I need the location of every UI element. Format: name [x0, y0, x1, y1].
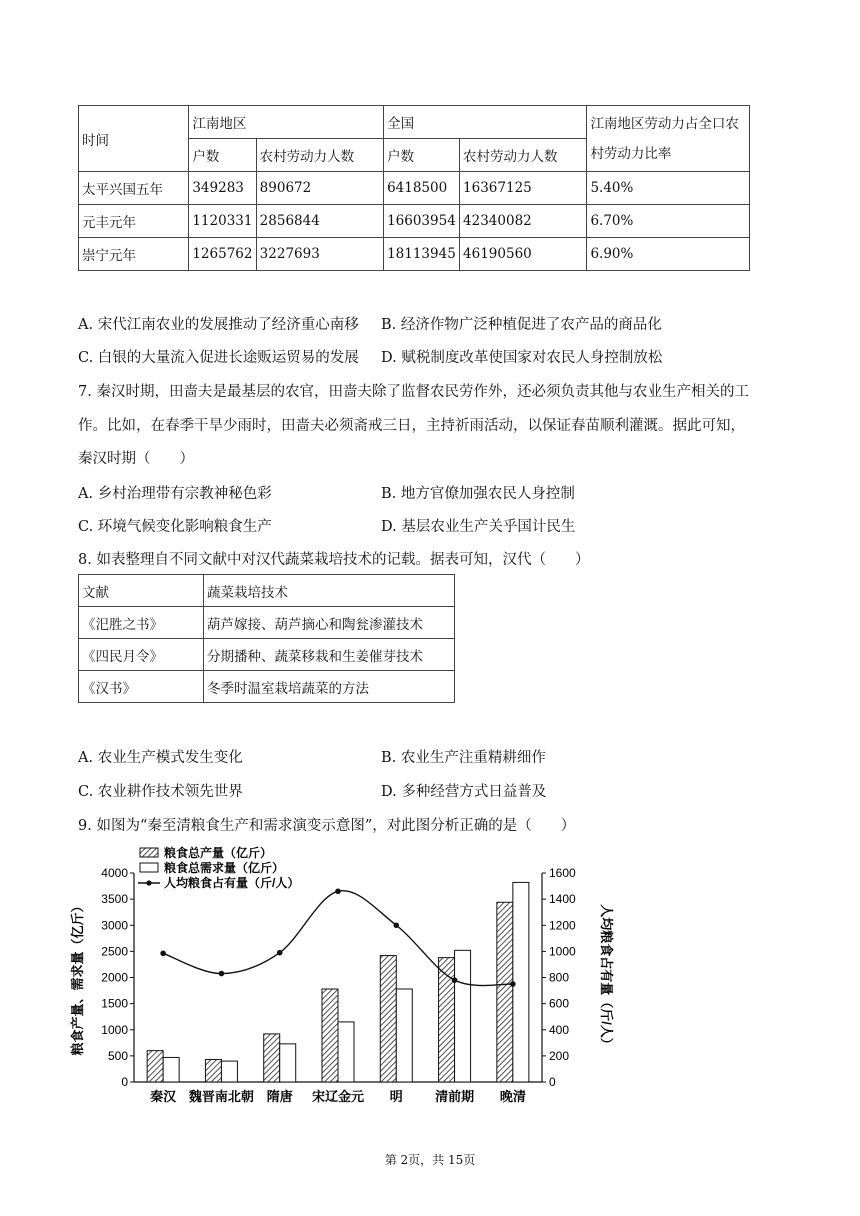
y-tick-label-left: 0: [121, 1075, 128, 1089]
table-row: [79, 205, 750, 238]
cell: 3227693: [256, 238, 383, 271]
point-per-capita: [219, 971, 225, 977]
subheader-labor: 农村劳动力人数: [256, 139, 383, 172]
q6-option-d[interactable]: D. 赋税制度改革使国家对农民人身控制放松: [381, 350, 663, 366]
table-row: [79, 607, 455, 639]
q6-option-c[interactable]: C. 白银的大量流入促进长途贩运贸易的发展: [78, 350, 359, 366]
cell: 349283: [189, 172, 256, 205]
header-ratio: 江南地区劳动力占全口农村劳动力比率: [587, 106, 750, 172]
q7-option-b[interactable]: B. 地方官僚加强农民人身控制: [381, 486, 575, 502]
cell: 6.90%: [587, 238, 750, 271]
point-per-capita: [335, 888, 341, 894]
table-header-row: [79, 106, 750, 139]
y-tick-label-right: 1000: [549, 944, 576, 959]
cell: 分期播种、蔬菜移栽和生姜催芽技术: [204, 639, 455, 671]
y-tick-label-left: 2000: [101, 970, 128, 985]
subheader-households: 户数: [384, 139, 460, 172]
bar-production: [497, 902, 513, 1082]
grain-chart: [70, 838, 630, 1108]
bar-production: [380, 956, 396, 1082]
point-per-capita: [452, 977, 458, 983]
subheader-labor: 农村劳动力人数: [460, 139, 587, 172]
table-labor-ratio: [78, 105, 750, 271]
cell: 16603954: [384, 205, 460, 238]
header-national: 全国: [384, 106, 587, 139]
y-tick-label-left: 3000: [101, 918, 128, 933]
cell: 6418500: [384, 172, 460, 205]
y-tick-label-right: 0: [549, 1075, 556, 1089]
point-per-capita: [277, 950, 283, 956]
x-tick-label: 明: [389, 1089, 403, 1104]
y-tick-label-right: 800: [549, 970, 570, 985]
legend-label-production: 粮食总产量（亿斤）: [164, 846, 273, 860]
q8-option-c[interactable]: C. 农业耕作技术领先世界: [78, 784, 243, 800]
table-row: [79, 238, 750, 271]
table-vegetable-tech: [78, 574, 455, 703]
cell: 5.40%: [587, 172, 750, 205]
q7-stem-line1: 7. 秦汉时期，田啬夫是最基层的农官，田啬夫除了监督农民劳作外，还必须负责其他与农业生产相关的工: [78, 384, 749, 400]
q8-option-a[interactable]: A. 农业生产模式发生变化: [78, 750, 243, 766]
cell: 崇宁元年: [79, 238, 189, 271]
header-jiangnan: 江南地区: [189, 106, 384, 139]
header-doc: 文献: [79, 575, 204, 607]
legend-label-per-capita: 人均粮食占有量（斤/人）: [164, 876, 300, 890]
y-tick-label-right: 1200: [549, 918, 576, 933]
table-row: [79, 172, 750, 205]
y-tick-label-right: 1400: [549, 892, 576, 907]
point-per-capita: [510, 981, 516, 987]
cell: 冬季时温室栽培蔬菜的方法: [204, 671, 455, 703]
q7-option-d[interactable]: D. 基层农业生产关乎国计民生: [381, 519, 576, 535]
q7-stem-line2: 作。比如，在春季干旱少雨时，田啬夫必须斋戒三日，主持祈雨活动，以保证春苗顺利灌溉。据此可知，: [78, 418, 745, 434]
bar-demand: [513, 882, 529, 1082]
cell: 太平兴国五年: [79, 172, 189, 205]
q9-stem: 9. 如图为“秦至清粮食生产和需求演变示意图”，对此图分析正确的是（ ）: [78, 818, 576, 834]
x-tick-label: 隋唐: [266, 1089, 293, 1104]
cell: 2856844: [256, 205, 383, 238]
table-header-row: [79, 575, 455, 607]
bar-production: [147, 1051, 163, 1082]
subheader-households: 户数: [189, 139, 256, 172]
q7-stem-line3: 秦汉时期（ ）: [78, 451, 194, 467]
table-row: [79, 671, 455, 703]
x-tick-label: 秦汉: [150, 1089, 177, 1104]
point-per-capita: [160, 951, 166, 957]
cell: 890672: [256, 172, 383, 205]
legend-swatch-production: [140, 848, 158, 857]
y-tick-label-right: 400: [549, 1022, 570, 1037]
bar-demand: [396, 989, 412, 1082]
cell: 《汉书》: [79, 671, 204, 703]
q6-option-a[interactable]: A. 宋代江南农业的发展推动了经济重心南移: [78, 317, 359, 333]
bar-demand: [163, 1057, 179, 1082]
bar-demand: [280, 1044, 296, 1082]
q6-option-b[interactable]: B. 经济作物广泛种植促进了农产品的商品化: [381, 317, 662, 333]
cell: 《四民月令》: [79, 639, 204, 671]
bar-demand: [455, 950, 471, 1082]
legend-marker-per-capita: [146, 880, 151, 885]
point-per-capita: [393, 922, 399, 928]
x-tick-label: 魏晋南北朝: [188, 1089, 254, 1104]
x-tick-label: 晚清: [499, 1089, 526, 1104]
cell: 元丰元年: [79, 205, 189, 238]
cell: 18113945: [384, 238, 460, 271]
bar-demand: [338, 1022, 354, 1082]
bar-production: [439, 958, 455, 1082]
y-tick-label-left: 1000: [101, 1022, 128, 1037]
x-tick-label: 宋辽金元: [311, 1089, 365, 1104]
table-row: [79, 639, 455, 671]
header-time: 时间: [79, 106, 189, 172]
page-footer: 第 2页，共 15页: [384, 1153, 476, 1167]
q8-option-b[interactable]: B. 农业生产注重精耕细作: [381, 750, 546, 766]
y-axis-label-left: 粮食产量、需求量（亿斤）: [70, 899, 85, 1056]
cell: 6.70%: [587, 205, 750, 238]
cell: 葫芦嫁接、葫芦摘心和陶瓮渗灌技术: [204, 607, 455, 639]
y-tick-label-right: 200: [549, 1048, 570, 1063]
y-tick-label-right: 1600: [549, 866, 576, 880]
legend-label-demand: 粮食总需求量（亿斤）: [164, 861, 285, 875]
y-tick-label-left: 2500: [101, 944, 128, 959]
y-axis-label-right: 人均粮食占有量（斤/人）: [599, 904, 614, 1051]
bar-production: [264, 1034, 280, 1082]
bar-production: [205, 1060, 221, 1082]
cell: 1120331: [189, 205, 256, 238]
q7-option-c[interactable]: C. 环境气候变化影响粮食生产: [78, 519, 272, 535]
bar-production: [322, 989, 338, 1082]
y-tick-label-left: 1500: [101, 996, 128, 1011]
bar-demand: [221, 1061, 237, 1082]
y-tick-label-left: 500: [107, 1048, 128, 1063]
y-tick-label-left: 4000: [101, 866, 128, 880]
y-tick-label-right: 600: [549, 996, 570, 1011]
header-tech: 蔬菜栽培技术: [204, 575, 455, 607]
y-tick-label-left: 3500: [101, 892, 128, 907]
cell: 16367125: [460, 172, 587, 205]
x-tick-label: 清前期: [435, 1089, 475, 1104]
legend-swatch-demand: [140, 863, 158, 872]
cell: 46190560: [460, 238, 587, 271]
q8-option-d[interactable]: D. 多种经营方式日益普及: [381, 784, 547, 800]
cell: 42340082: [460, 205, 587, 238]
cell: 《汜胜之书》: [79, 607, 204, 639]
cell: 1265762: [189, 238, 256, 271]
q8-stem: 8. 如表整理自不同文献中对汉代蔬菜栽培技术的记载。据表可知，汉代（ ）: [78, 552, 590, 568]
q7-option-a[interactable]: A. 乡村治理带有宗教神秘色彩: [78, 486, 272, 502]
